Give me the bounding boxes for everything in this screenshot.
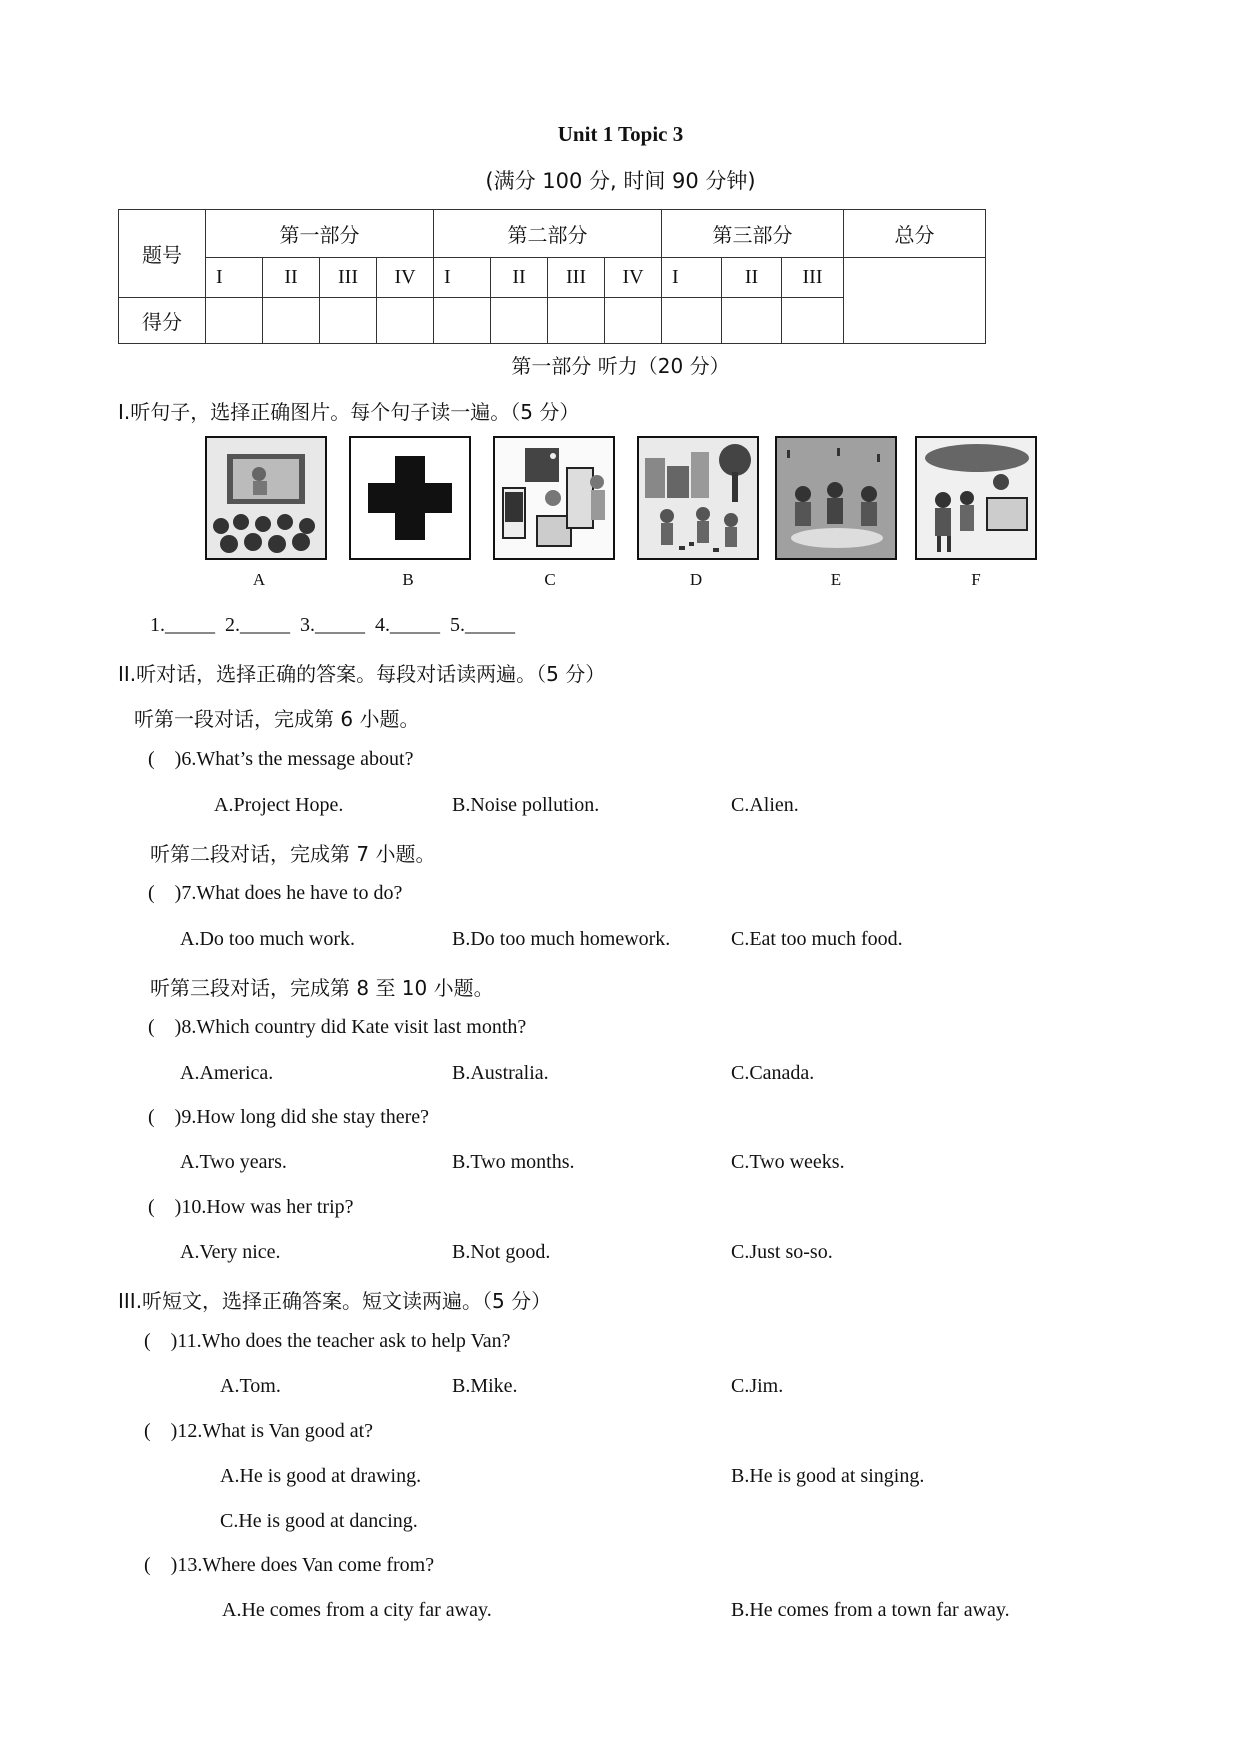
q8-option-a[interactable]: A.America. — [180, 1062, 274, 1084]
total-header: 总分 — [844, 210, 986, 258]
q13-option-b[interactable]: B.He comes from a town far away. — [731, 1599, 1010, 1621]
q6-option-b[interactable]: B.Noise pollution. — [452, 794, 600, 816]
rain-cleanup-illustration — [777, 438, 895, 558]
tv-room-illustration — [495, 438, 613, 558]
q9-option-a[interactable]: A.Two years. — [180, 1151, 287, 1173]
question-6: ( )6.What’s the message about? — [148, 748, 414, 770]
question-11: ( )11.Who does the teacher ask to help Van? — [144, 1330, 511, 1352]
score-cell[interactable] — [722, 298, 782, 344]
score-cell[interactable] — [434, 298, 491, 344]
q9-option-c[interactable]: C.Two weeks. — [731, 1151, 845, 1173]
section3-heading: III.听短文，选择正确答案。短文读两遍。（5 分） — [118, 1289, 552, 1313]
row-label-number: 题号 — [119, 210, 206, 298]
part2-col: IV — [605, 258, 662, 298]
q6-option-c[interactable]: C.Alien. — [731, 794, 799, 816]
page-title: Unit 1 Topic 3 — [557, 122, 684, 146]
picture-a-cinema — [205, 436, 327, 560]
score-cell[interactable] — [491, 298, 548, 344]
picture-label-c: C — [544, 570, 556, 589]
part3-col: I — [662, 258, 722, 298]
q7-option-c[interactable]: C.Eat too much food. — [731, 928, 903, 950]
score-cell[interactable] — [605, 298, 662, 344]
part3-col: II — [722, 258, 782, 298]
score-table — [118, 209, 986, 344]
part1-col: IV — [377, 258, 434, 298]
picture-label-e: E — [830, 570, 842, 589]
section1-heading: I.听句子，选择正确图片。每个句子读一遍。（5 分） — [118, 400, 580, 424]
q9-option-b[interactable]: B.Two months. — [452, 1151, 575, 1173]
score-cell[interactable] — [206, 298, 263, 344]
part2-col: II — [491, 258, 548, 298]
q7-option-a[interactable]: A.Do too much work. — [180, 928, 355, 950]
score-cell[interactable] — [263, 298, 320, 344]
q8-option-c[interactable]: C.Canada. — [731, 1062, 815, 1084]
picture-e-cleanup — [775, 436, 897, 560]
section1-answer-line[interactable]: 1._____ 2._____ 3._____ 4._____ 5._____ — [150, 614, 515, 636]
score-cell[interactable] — [662, 298, 722, 344]
dialog2-instruction: 听第二段对话，完成第 7 小题。 — [150, 842, 436, 866]
food-stall-illustration — [917, 438, 1035, 558]
part2-col: I — [434, 258, 491, 298]
q7-option-b[interactable]: B.Do too much homework. — [452, 928, 671, 950]
picture-label-f: F — [971, 570, 981, 589]
question-8: ( )8.Which country did Kate visit last month? — [148, 1016, 527, 1038]
part3-header: 第三部分 — [662, 210, 844, 258]
dialog3-instruction: 听第三段对话，完成第 8 至 10 小题。 — [150, 976, 494, 1000]
part1-header: 第一部分 — [206, 210, 434, 258]
picture-label-a: A — [252, 570, 266, 589]
question-9: ( )9.How long did she stay there? — [148, 1106, 430, 1128]
score-cell[interactable] — [548, 298, 605, 344]
total-score-cell[interactable] — [844, 258, 986, 344]
q12-option-b[interactable]: B.He is good at singing. — [731, 1465, 925, 1487]
question-7: ( )7.What does he have to do? — [148, 882, 403, 904]
question-12: ( )12.What is Van good at? — [144, 1420, 374, 1442]
question-10: ( )10.How was her trip? — [148, 1196, 354, 1218]
question-13: ( )13.Where does Van come from? — [144, 1554, 435, 1576]
part1-col: II — [263, 258, 320, 298]
q6-option-a[interactable]: A.Project Hope. — [214, 794, 344, 816]
score-cell[interactable] — [377, 298, 434, 344]
picture-label-d: D — [689, 570, 703, 589]
red-cross-icon — [351, 438, 469, 558]
cinema-illustration — [207, 438, 325, 558]
q11-option-b[interactable]: B.Mike. — [452, 1375, 518, 1397]
q11-option-c[interactable]: C.Jim. — [731, 1375, 784, 1397]
score-cell[interactable] — [782, 298, 844, 344]
q13-option-a[interactable]: A.He comes from a city far away. — [222, 1599, 492, 1621]
score-cell[interactable] — [320, 298, 377, 344]
part3-col: III — [782, 258, 844, 298]
street-litter-illustration — [639, 438, 757, 558]
part-one-heading: 第一部分 听力（20 分） — [511, 354, 730, 378]
dialog1-instruction: 听第一段对话，完成第 6 小题。 — [134, 707, 420, 731]
q12-option-a[interactable]: A.He is good at drawing. — [220, 1465, 422, 1487]
q11-option-a[interactable]: A.Tom. — [220, 1375, 281, 1397]
part2-col: III — [548, 258, 605, 298]
q8-option-b[interactable]: B.Australia. — [452, 1062, 549, 1084]
q10-option-c[interactable]: C.Just so-so. — [731, 1241, 833, 1263]
picture-d-litter — [637, 436, 759, 560]
part1-col: III — [320, 258, 377, 298]
q10-option-a[interactable]: A.Very nice. — [180, 1241, 281, 1263]
part2-header: 第二部分 — [434, 210, 662, 258]
part1-col: I — [206, 258, 263, 298]
section2-heading: II.听对话，选择正确的答案。每段对话读两遍。（5 分） — [118, 662, 606, 686]
picture-c-tv-room — [493, 436, 615, 560]
row-label-score: 得分 — [119, 298, 206, 344]
page-subtitle: (满分 100 分, 时间 90 分钟) — [485, 169, 756, 193]
picture-label-b: B — [402, 570, 414, 589]
q12-option-c[interactable]: C.He is good at dancing. — [220, 1510, 418, 1532]
picture-b-cross — [349, 436, 471, 560]
picture-f-stall — [915, 436, 1037, 560]
q10-option-b[interactable]: B.Not good. — [452, 1241, 551, 1263]
